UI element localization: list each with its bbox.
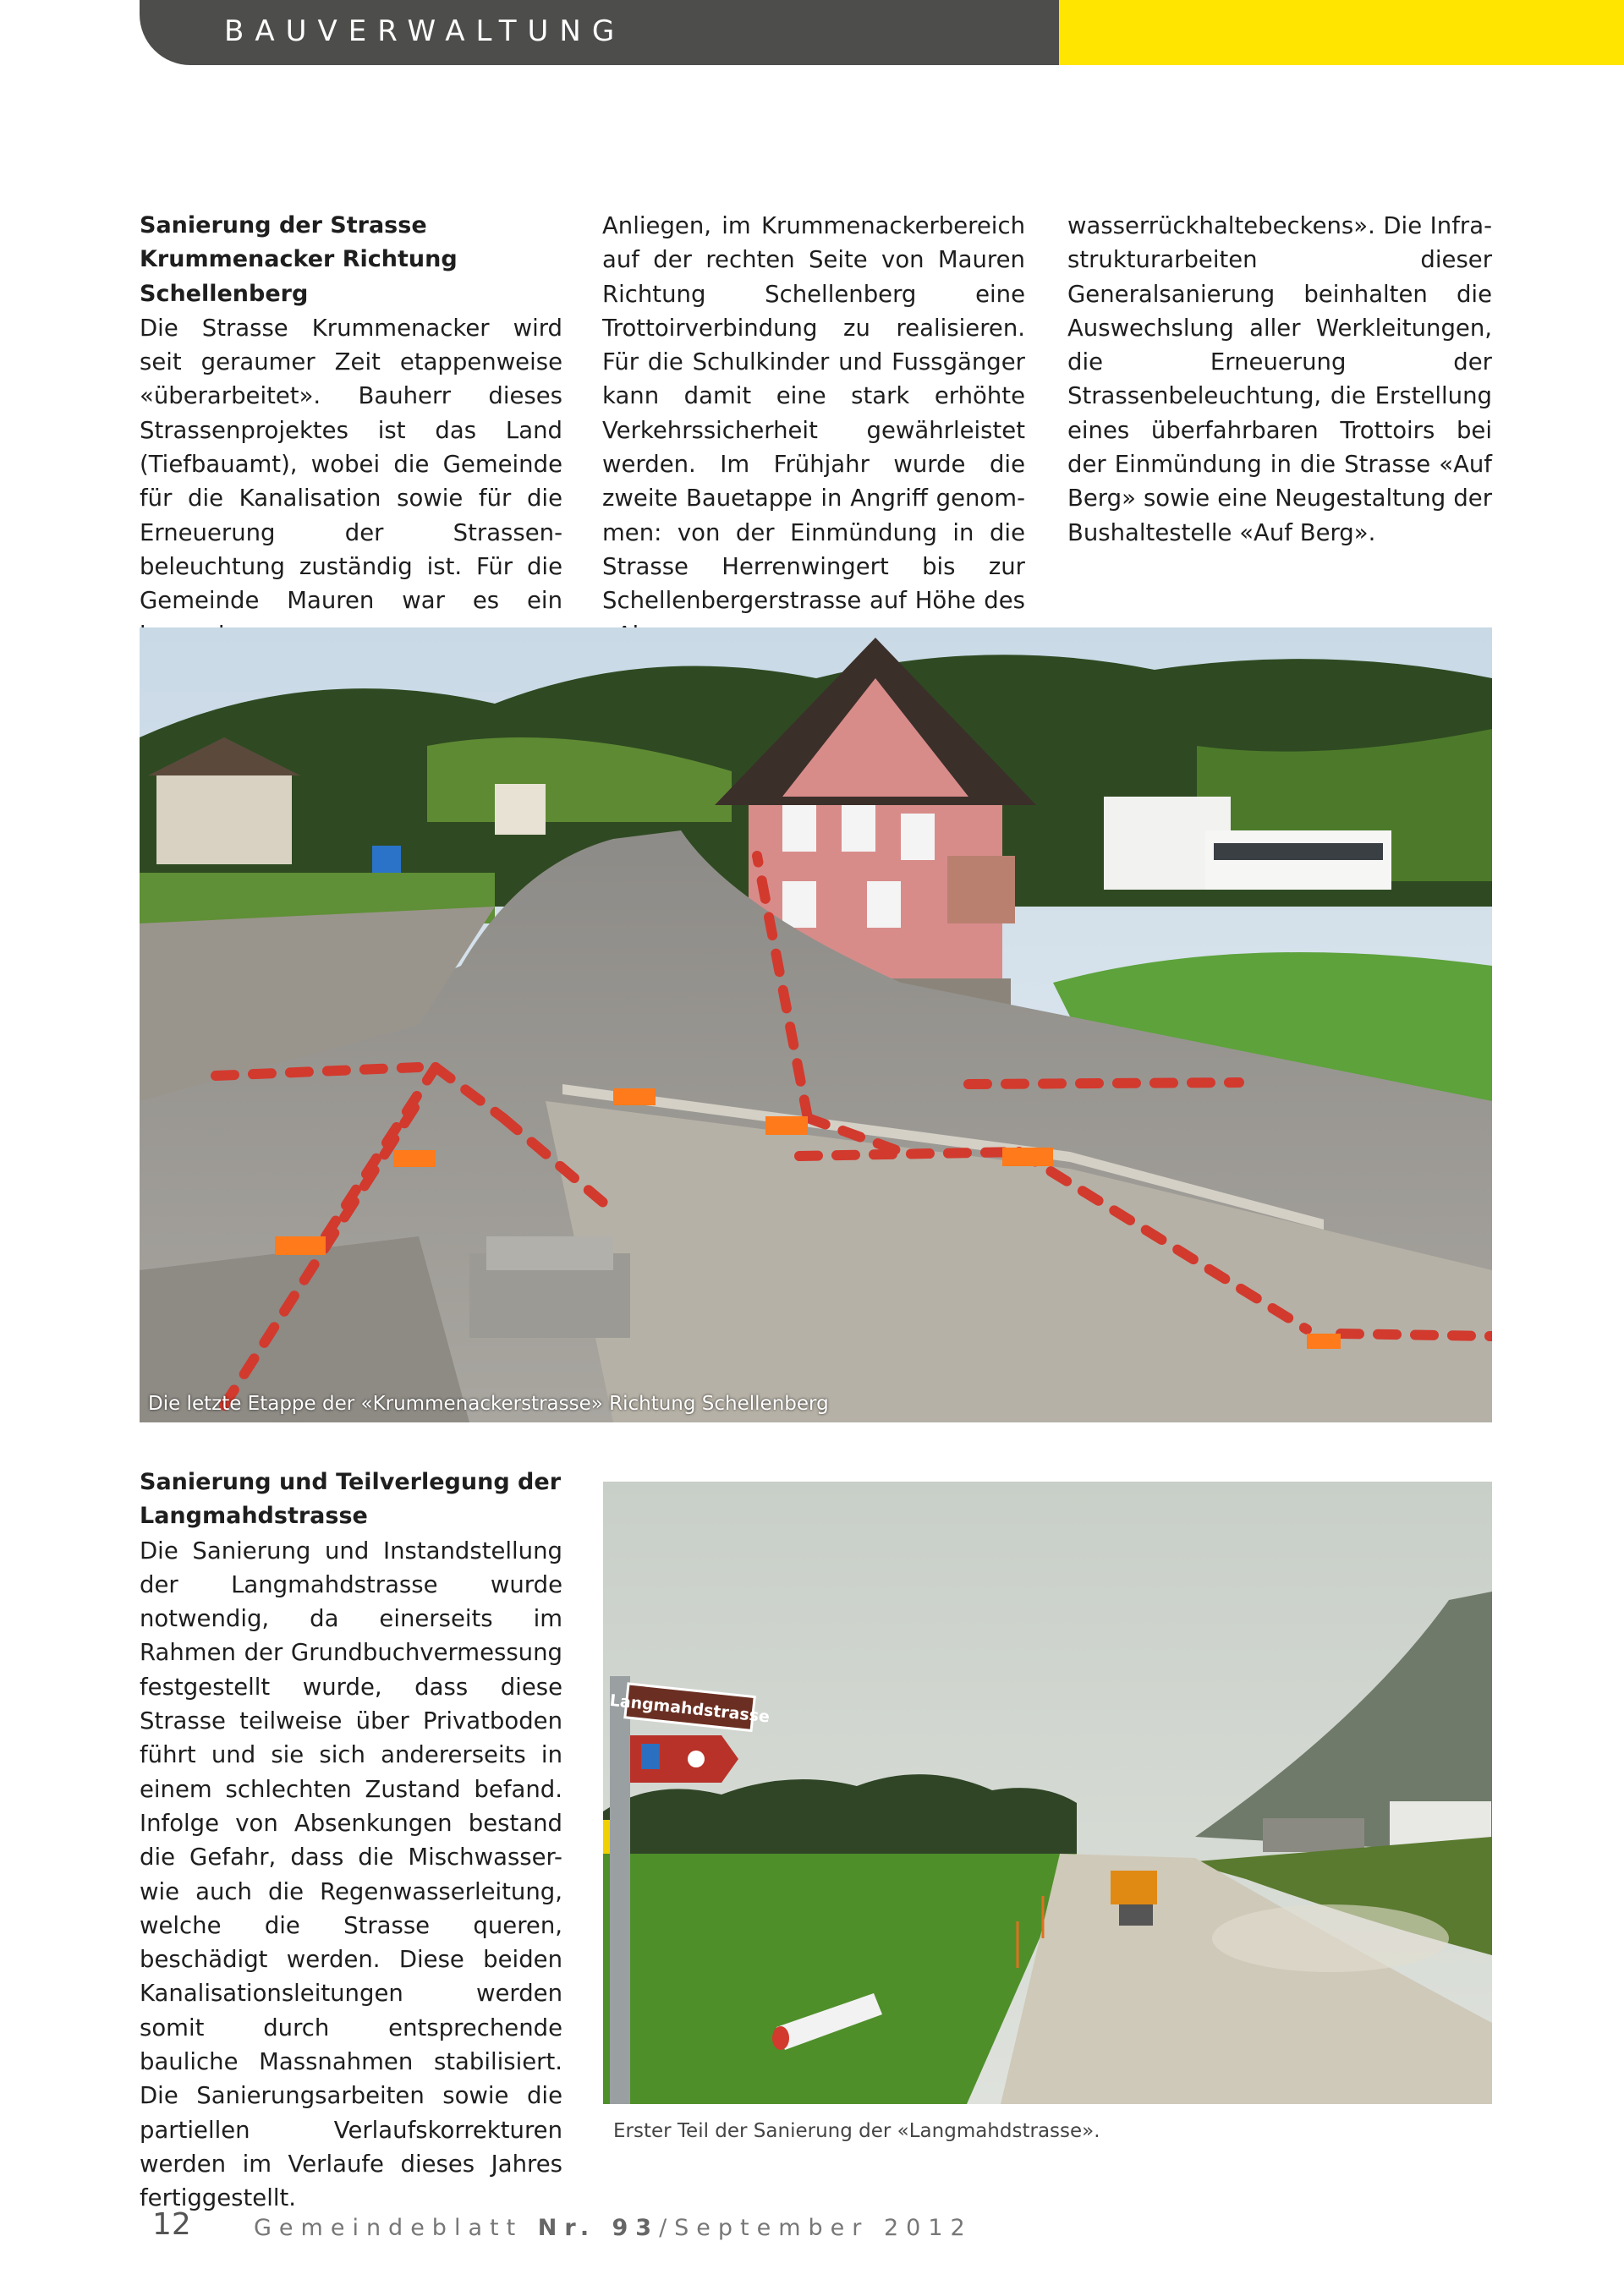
article1-col1-text: Die Strasse Krummenacker wird seit geraumer Zeit etappenweise «überarbeitet». Bauherr dieses Strassenprojektes ist das Land (Tiefbauamt), wobei die Gemeinde für die Kanalisation sowie für die Erneuerung der Strassenbeleuchtung zuständig ist. Für die Gemeinde Mauren war es ein (140, 314, 562, 615)
article2-text: Die Sanierung und Instandstellung der Langmahdstrasse wurde notwendig, da einerseits im Rahmen der Grundbuchvermessung festgestellt wurde, dass diese Strasse teilweise über Privatboden führt und sie sich andererseits in einem schlechten Zustand befand. Infolge von Absenkungen bestand die Gefahr, dass die Mischwasser- wie auch die Regenwasserleitung, welche die Strasse queren, beschädigt werden. Diese beiden Kanalisationsleitungen werden somit durch entsprechende bauliche Massnahmen stabilisiert. Die Sanierungsarbeiten sowie die partiellen Verlaufskorrekturen werden im Verlaufe dieses Jahres fertiggestellt. (140, 1537, 562, 2212)
construction-photo (140, 627, 1492, 1422)
section-title: BAUVERWALTUNG (224, 14, 626, 48)
footer-publication: Gemeindeblatt (254, 2215, 524, 2241)
footer-date: /September 2012 (659, 2215, 973, 2241)
article1-col1 (140, 209, 562, 652)
article1-col2 (602, 209, 1025, 652)
article1-col3-text: wasserrückhaltebeckens». Die Infrastrukturarbeiten dieser Generalsanierung beinhalten die Auswechslung aller Werkleitungen, die Erneuerung der Strassenbeleuchtung, die Erstellung eines überfahrbaren Trottoirs bei der Einmündung in die Strasse «Auf Berg» sowie eine Neugestaltung der Bushaltestelle «Auf Berg». (1067, 212, 1492, 546)
page-number: 12 (152, 2207, 191, 2242)
footer-issue: Nr. 93 (537, 2215, 660, 2241)
article2-col (140, 1466, 562, 2216)
langmahd-photo-caption: Erster Teil der Sanierung der «Langmahdstrasse». (613, 2120, 1100, 2142)
footer-publication-line (254, 2217, 973, 2239)
langmahd-photo (603, 1482, 1492, 2104)
article1-heading: Sanierung der Strasse Krummenacker Richtung Schellenberg (140, 212, 458, 307)
header-accent (1059, 0, 1624, 65)
construction-photo-caption: Die letzte Etappe der «Krummenackerstrasse» Richtung Schellenberg (148, 1393, 829, 1415)
article1-col2-text: Anliegen, im Krummenackerbereich auf der rechten Seite von Mauren Richtung Schellenberg eine Trottoirverbindung zu realisieren. Für die Schulkinder und Fussgänger kann damit eine stark erhöhte Verkehrssicherheit gewährleistet werden. Im Frühjahr wurde die zweite Bauetappe in Angriff genommen: von der Einmündung in die Strasse Herrenwingert bis zur Schellenbergerstrasse auf Höhe des (602, 212, 1025, 615)
street-sign-text: Langmahdstrasse (608, 1690, 771, 1727)
article2-heading: Sanierung und Teilverlegung der Langmahdstrasse (140, 1469, 562, 1530)
article1-col3 (1067, 209, 1492, 550)
